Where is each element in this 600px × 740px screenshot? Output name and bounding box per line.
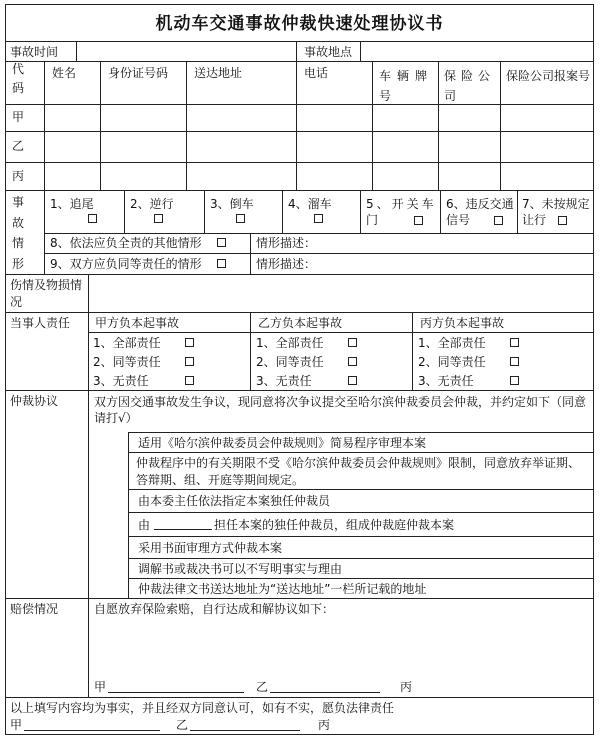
situation-option: 3、倒车 xyxy=(210,197,254,211)
checkbox[interactable] xyxy=(510,376,519,385)
arbitration-intro: 双方因交通事故发生争议，现同意将次争议提交至哈尔滨仲裁委员会仲裁，并约定如下（同意请打√） xyxy=(94,395,587,425)
party-b: 乙 xyxy=(12,139,25,153)
rule xyxy=(5,190,594,191)
rule xyxy=(128,432,129,598)
rule xyxy=(517,190,518,233)
liability-header-a: 甲方负本起事故 xyxy=(95,316,180,330)
footer-sign-a-blank[interactable] xyxy=(24,719,160,731)
liability-option: 1、全部责任 xyxy=(418,336,486,350)
rule xyxy=(88,390,89,698)
liability-option: 1、全部责任 xyxy=(93,336,161,350)
col-address: 送达地址 xyxy=(194,66,243,80)
arbitration-item: 由 xyxy=(138,518,151,532)
rule xyxy=(124,190,125,233)
checkbox[interactable] xyxy=(185,357,194,366)
rule xyxy=(5,274,594,275)
rule xyxy=(296,61,297,190)
arbitration-item: 仲裁程序中的有关期限不受《哈尔滨仲裁委员会仲裁规则》限制，同意放弃举证期、答辩期、组、开庭等期间规定。 xyxy=(136,456,581,487)
rule xyxy=(88,274,89,390)
rule xyxy=(412,312,413,390)
rule xyxy=(128,432,594,433)
col-id: 身份证号码 xyxy=(108,66,169,80)
checkbox[interactable] xyxy=(314,214,323,223)
situation-option: 4、溜车 xyxy=(288,197,332,211)
rule xyxy=(438,61,439,190)
compensation-text: 自愿放弃保险索赔，自行达成和解协议如下： xyxy=(94,602,335,616)
sign-b-label: 乙 xyxy=(256,680,269,694)
rule xyxy=(5,41,594,42)
rule xyxy=(44,61,45,274)
rule xyxy=(204,190,205,233)
rule xyxy=(88,332,594,333)
situation-option: 5、开关车门 xyxy=(366,197,437,227)
liability-option: 3、无责任 xyxy=(93,374,149,388)
arbitration-item: 适用《哈尔滨仲裁委员会仲裁规则》简易程序审理本案 xyxy=(138,436,427,450)
compensation-label: 赔偿情况 xyxy=(10,602,59,616)
situation-option: 2、逆行 xyxy=(130,197,174,211)
rule xyxy=(44,253,594,254)
rule xyxy=(76,41,77,61)
col-name: 姓名 xyxy=(52,66,77,80)
arbitration-item: 采用书面审理方式仲裁本案 xyxy=(138,541,283,555)
situation-option: 7、未按规定让行 xyxy=(522,197,590,227)
sign-a-label: 甲 xyxy=(94,680,107,694)
rule xyxy=(128,489,594,490)
footer-sign-c-label: 丙 xyxy=(318,718,331,732)
form-title: 机动车交通事故仲裁快速处理协议书 xyxy=(155,14,444,34)
rule xyxy=(5,312,594,313)
arbitration-label: 仲裁协议 xyxy=(10,394,59,408)
accident-place-label: 事故地点 xyxy=(304,45,353,59)
rule xyxy=(5,390,594,391)
checkbox[interactable] xyxy=(348,376,357,385)
situation-option: 8、依法应负全责的其他情形 xyxy=(50,236,202,250)
rule xyxy=(500,61,501,190)
rule xyxy=(186,61,187,190)
rule xyxy=(128,578,594,579)
rule xyxy=(5,61,594,62)
situation-desc-label: 情形描述： xyxy=(256,257,317,271)
rule xyxy=(128,558,594,559)
rule xyxy=(440,190,441,233)
party-a: 甲 xyxy=(12,110,25,124)
checkbox[interactable] xyxy=(510,357,519,366)
liability-header-b: 乙方负本起事故 xyxy=(258,316,343,330)
checkbox[interactable] xyxy=(348,357,357,366)
sign-a-blank[interactable] xyxy=(108,681,244,693)
footer-sign-b-blank[interactable] xyxy=(190,719,300,731)
checkbox[interactable] xyxy=(217,238,226,247)
rule xyxy=(5,598,594,599)
liability-option: 2、同等责任 xyxy=(418,355,486,369)
situation-option: 9、双方应负同等责任的情形 xyxy=(50,257,202,271)
col-phone: 电话 xyxy=(304,66,329,80)
liability-option: 3、无责任 xyxy=(256,374,312,388)
liability-option: 2、同等责任 xyxy=(93,355,161,369)
situation-desc-label: 情形描述： xyxy=(256,236,317,250)
arbitration-item: 由本委主任依法指定本案独任仲裁员 xyxy=(138,494,331,508)
rule xyxy=(5,697,594,698)
checkbox[interactable] xyxy=(558,216,567,225)
rule xyxy=(360,190,361,233)
footer-statement: 以上填写内容均为事实，并且经双方同意认可，如有不实，愿负法律责任 xyxy=(10,701,395,715)
checkbox[interactable] xyxy=(185,338,194,347)
arbitration-item: 担任本案的独任仲裁员，组成仲裁庭仲裁本案 xyxy=(214,518,455,532)
situation-label: 事故情形 xyxy=(11,195,24,271)
checkbox[interactable] xyxy=(154,214,163,223)
rule xyxy=(5,104,594,105)
checkbox[interactable] xyxy=(185,376,194,385)
checkbox[interactable] xyxy=(348,338,357,347)
col-code: 代码 xyxy=(11,62,24,95)
col-report-no: 保险公司报案号 xyxy=(506,69,591,83)
sign-c-label: 丙 xyxy=(400,680,413,694)
rule xyxy=(128,536,594,537)
party-c: 丙 xyxy=(12,169,25,183)
col-insurer: 保险公司 xyxy=(444,69,496,103)
rule xyxy=(128,512,594,513)
rule xyxy=(5,131,594,132)
liability-option: 1、全部责任 xyxy=(256,336,324,350)
rule xyxy=(296,41,297,61)
arbitration-item: 调解书或裁决书可以不写明事实与理由 xyxy=(138,562,343,576)
rule xyxy=(250,312,251,390)
rule xyxy=(44,233,594,234)
checkbox[interactable] xyxy=(217,259,226,268)
footer-sign-a-label: 甲 xyxy=(10,718,23,732)
sign-b-blank[interactable] xyxy=(270,681,380,693)
arbitration-item: 仲裁法律文书送达地址为“送达地址”一栏所记载的地址 xyxy=(138,582,427,596)
checkbox[interactable] xyxy=(494,216,503,225)
situation-option: 6、违反交通信号 xyxy=(446,197,514,227)
rule xyxy=(250,233,251,274)
damage-label: 伤情及物损情况 xyxy=(10,278,83,309)
situation-option: 1、追尾 xyxy=(50,197,94,211)
checkbox[interactable] xyxy=(88,214,97,223)
rule xyxy=(100,61,101,190)
liability-option: 3、无责任 xyxy=(418,374,474,388)
col-plate: 车辆牌号 xyxy=(379,69,434,103)
checkbox[interactable] xyxy=(414,216,423,225)
checkbox[interactable] xyxy=(236,214,245,223)
form-border xyxy=(5,4,594,735)
rule xyxy=(372,61,373,190)
accident-time-label: 事故时间 xyxy=(10,45,59,59)
rule xyxy=(128,452,594,453)
footer-sign-b-label: 乙 xyxy=(176,718,189,732)
liability-label: 当事人责任 xyxy=(10,316,71,330)
liability-option: 2、同等责任 xyxy=(256,355,324,369)
checkbox[interactable] xyxy=(510,338,519,347)
rule xyxy=(360,41,361,61)
rule xyxy=(282,190,283,233)
arbitrator-name-blank[interactable] xyxy=(154,518,212,530)
liability-header-c: 丙方负本起事故 xyxy=(420,316,505,330)
rule xyxy=(5,162,594,163)
